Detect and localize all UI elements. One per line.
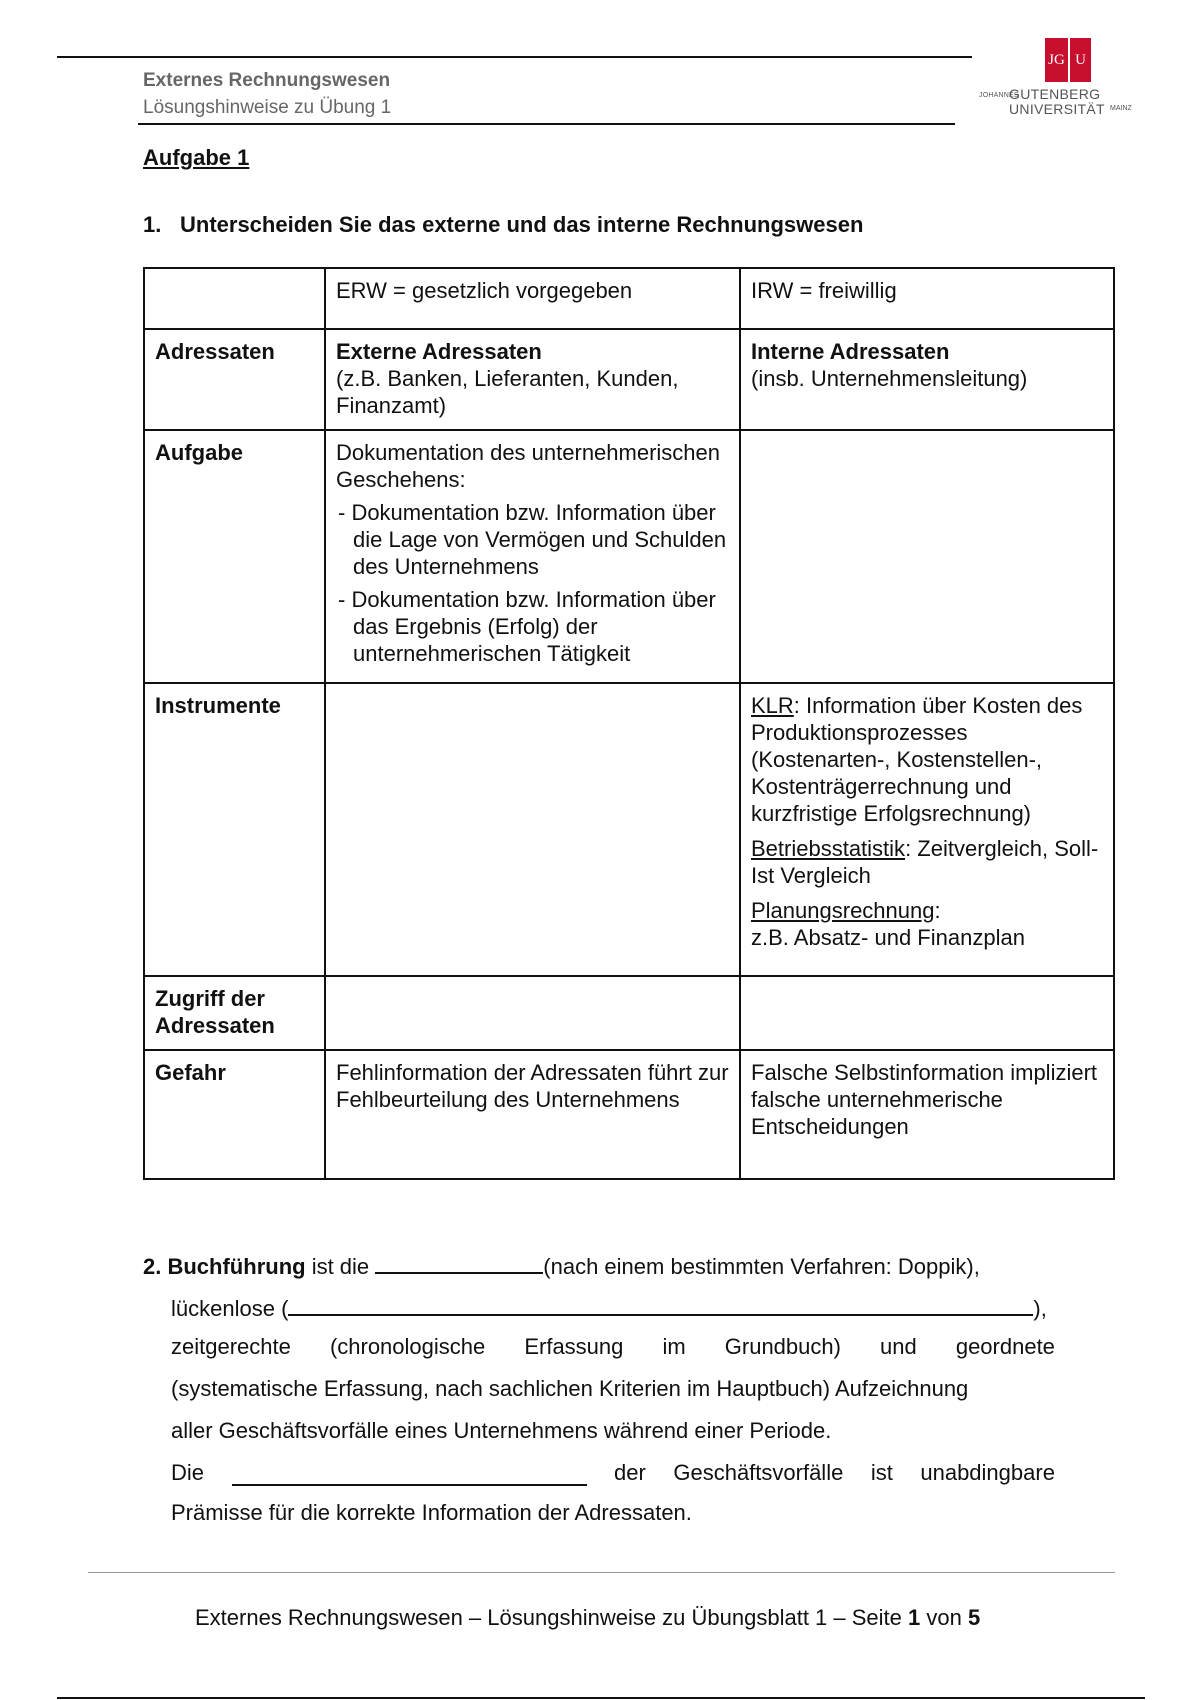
- cell-erw-aufgabe: [325, 430, 740, 683]
- section2-line5: aller Geschäftsvorfälle eines Unternehmens während einer Periode.: [171, 1418, 832, 1443]
- word: Geschäftsvorfälle: [673, 1460, 844, 1485]
- university-logo: [975, 38, 1145, 123]
- erw-adressaten-detail: (z.B. Banken, Lieferanten, Kunden, Finanzamt): [336, 366, 679, 418]
- word: ist: [870, 1460, 893, 1485]
- table-row: [144, 430, 1114, 683]
- list-item: - Dokumentation bzw. Information über das Ergebnis (Erfolg) der unternehmerischen Tätigkeit: [338, 587, 716, 666]
- comparison-table: [143, 267, 1115, 1180]
- footer-of: von: [920, 1605, 968, 1630]
- section2-text: lückenlose (: [171, 1296, 289, 1321]
- list-item: - Dokumentation bzw. Information über die Lage von Vermögen und Schulden des Unternehmens: [338, 500, 727, 579]
- word: (chronologische: [329, 1334, 486, 1359]
- footer-rule: [88, 1572, 1115, 1573]
- section2-term: Buchführung: [167, 1254, 306, 1279]
- cell-erw-zugriff-empty: [325, 976, 740, 1050]
- zugriff-label-line2: Adressaten: [155, 1013, 275, 1038]
- question-1-heading: [143, 212, 863, 238]
- header-underline: [138, 123, 955, 125]
- task-heading: Aufgabe 1: [143, 145, 250, 170]
- erw-aufgabe-list: [336, 499, 729, 667]
- cell-erw-instrumente-empty: [325, 683, 740, 976]
- logo-jg-box: JG: [1045, 38, 1068, 82]
- table-row: [144, 1050, 1114, 1179]
- row-label-aufgabe: Aufgabe: [144, 430, 325, 683]
- erw-aufgabe-intro: Dokumentation des unternehmerischen Geschehens:: [336, 440, 721, 492]
- row-label-instrumente: Instrumente: [144, 683, 325, 976]
- instrument-klr: [751, 692, 1103, 827]
- fill-blank-3[interactable]: [232, 1462, 587, 1486]
- table-row: [144, 329, 1114, 430]
- klr-text: : Information über Kosten des Produktionsprozesses (Kostenarten-, Kostenstellen-, Kostenträgerrechnung und kurzfristige Erfolgsrechnung): [751, 693, 1083, 826]
- cell-irw-zugriff-empty: [740, 976, 1114, 1050]
- row-label-gefahr: Gefahr: [144, 1050, 325, 1179]
- table-row: [144, 268, 1114, 329]
- cell-irw-aufgabe-empty: [740, 430, 1114, 683]
- table-row: [144, 976, 1114, 1050]
- logo-u-box: U: [1070, 38, 1091, 82]
- fill-blank-2[interactable]: [288, 1292, 1033, 1316]
- instrument-betriebsstatistik: [751, 835, 1103, 889]
- word: unabdingbare: [920, 1460, 1055, 1485]
- betriebsstatistik-text: : Zeitvergleich, Soll-Ist Vergleich: [751, 836, 1099, 888]
- row-label-zugriff: [144, 976, 325, 1050]
- instrument-planungsrechnung: [751, 897, 1103, 951]
- question-1-number: 1.: [143, 212, 162, 237]
- zugriff-label-line1: Zugriff der: [155, 986, 265, 1011]
- logo-line2: UNIVERSITÄT: [1009, 101, 1105, 117]
- header-title: Externes Rechnungswesen: [143, 70, 391, 91]
- question-1-text: Unterscheiden Sie das externe und das interne Rechnungswesen: [180, 212, 864, 237]
- section2-line3: [171, 1334, 1055, 1360]
- table-row: [144, 683, 1114, 976]
- fill-blank-1[interactable]: [375, 1250, 543, 1274]
- logo-small-prefix: JOHANNES: [979, 92, 1019, 99]
- header-subtitle: Lösungshinweise zu Übung 1: [143, 97, 392, 118]
- word: zeitgerechte: [171, 1334, 291, 1359]
- cell-irw-instrumente: [740, 683, 1114, 976]
- table-head-irw: IRW = freiwillig: [740, 268, 1114, 329]
- section2-text: ist die: [305, 1254, 376, 1279]
- word: Die: [171, 1460, 205, 1485]
- word: und: [880, 1334, 917, 1359]
- section2-line1: [143, 1250, 980, 1280]
- klr-term: KLR: [751, 693, 794, 718]
- logo-small-suffix: MAINZ: [1110, 105, 1132, 112]
- section2-line4: (systematische Erfassung, nach sachlichen Kriterien im Hauptbuch) Aufzeichnung: [171, 1376, 969, 1401]
- cell-erw-adressaten: [325, 329, 740, 430]
- word: der: [614, 1460, 646, 1485]
- betriebsstatistik-term: Betriebsstatistik: [751, 836, 906, 861]
- section2-text: (nach einem bestimmten Verfahren: Doppik),: [543, 1254, 980, 1279]
- planungsrechnung-colon: :: [934, 898, 941, 923]
- section2-line7: Prämisse für die korrekte Information der Adressaten.: [171, 1500, 692, 1525]
- cell-irw-gefahr: Falsche Selbstinformation impliziert falsche unternehmerische Entscheidungen: [740, 1050, 1114, 1179]
- section2-text: ),: [1033, 1296, 1047, 1321]
- irw-adressaten-detail: (insb. Unternehmensleitung): [751, 366, 1028, 391]
- logo-line1: GUTENBERG: [1009, 86, 1101, 102]
- section2-line6: [171, 1460, 1055, 1486]
- cell-erw-gefahr: Fehlinformation der Adressaten führt zur Fehlbeurteilung des Unternehmens: [325, 1050, 740, 1179]
- word: im: [662, 1334, 686, 1359]
- word: Erfassung: [524, 1334, 624, 1359]
- footer: [195, 1605, 980, 1631]
- table-cell-empty: [144, 268, 325, 329]
- word: Grundbuch): [724, 1334, 841, 1359]
- section2-number: 2.: [143, 1254, 162, 1279]
- footer-text: Externes Rechnungswesen – Lösungshinweise zu Übungsblatt 1 – Seite: [195, 1605, 909, 1630]
- footer-page-number: 1: [908, 1605, 921, 1630]
- top-rule: [57, 56, 972, 58]
- footer-page-total: 5: [967, 1605, 981, 1630]
- bottom-rule: [57, 1697, 1145, 1699]
- irw-adressaten-title: Interne Adressaten: [751, 339, 950, 364]
- row-label-adressaten: Adressaten: [144, 329, 325, 430]
- cell-irw-adressaten: [740, 329, 1114, 430]
- word: geordnete: [955, 1334, 1055, 1359]
- table-head-erw: ERW = gesetzlich vorgegeben: [325, 268, 740, 329]
- planungsrechnung-term: Planungsrechnung: [751, 898, 935, 923]
- erw-adressaten-title: Externe Adressaten: [336, 339, 542, 364]
- section2-line2: [171, 1292, 1047, 1322]
- planungsrechnung-text: z.B. Absatz- und Finanzplan: [751, 925, 1025, 950]
